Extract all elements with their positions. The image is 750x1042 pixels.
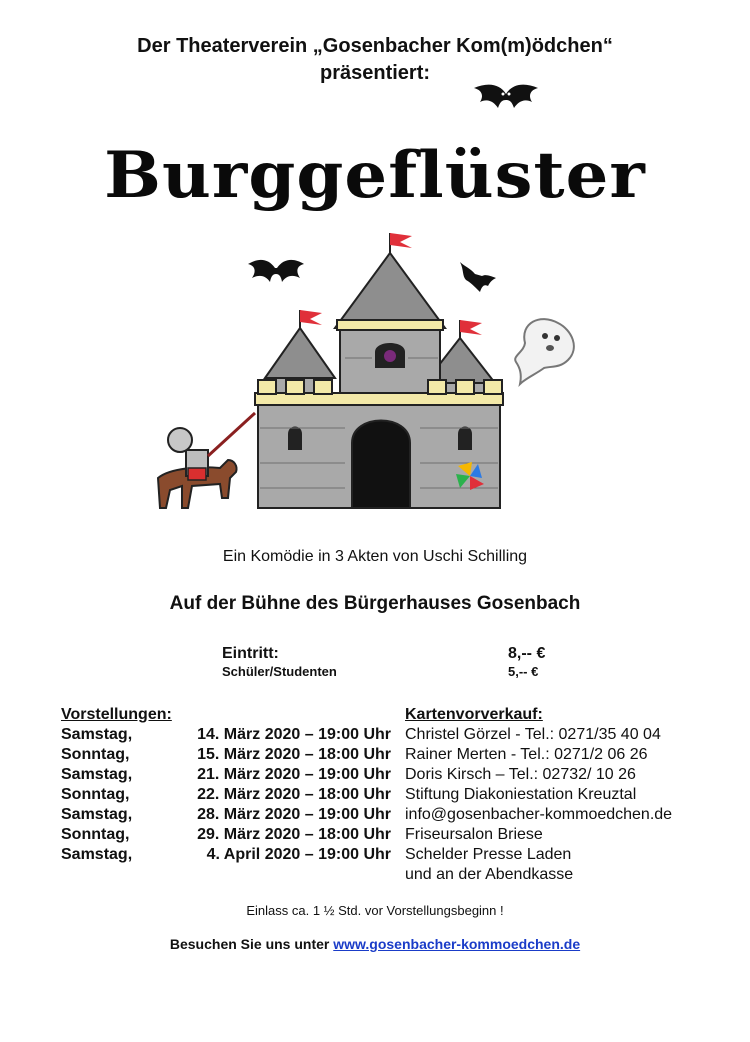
entry-label: Eintritt: — [222, 645, 279, 662]
knight-on-horse — [158, 413, 255, 508]
website-link[interactable]: www.gosenbacher-kommoedchen.de — [333, 936, 581, 952]
performance-date: 21. März 2020 – 19:00 Uhr — [197, 766, 391, 783]
performance-row — [61, 845, 391, 865]
bat-icon — [460, 262, 496, 292]
play-subtitle: Ein Komödie in 3 Akten von Uschi Schilling — [222, 548, 528, 565]
performances-heading: Vorstellungen: — [61, 706, 172, 723]
performance-day: Samstag, — [61, 846, 133, 863]
play-title: Burggeflüster — [104, 138, 646, 213]
performance-date: 28. März 2020 – 19:00 Uhr — [197, 806, 391, 823]
performance-day: Samstag, — [61, 806, 133, 823]
performance-row — [61, 745, 391, 765]
presale-item: Friseursalon Briese — [405, 826, 543, 843]
performance-day: Samstag, — [61, 766, 133, 783]
castle-illustration — [140, 228, 600, 528]
performance-date: 22. März 2020 – 18:00 Uhr — [197, 786, 391, 803]
performance-day: Samstag, — [61, 726, 133, 743]
presale-email: info@gosenbacher-kommoedchen.de — [405, 806, 673, 823]
performance-date: 4. April 2020 – 19:00 Uhr — [206, 846, 391, 863]
visit-prefix: Besuchen Sie uns unter — [169, 936, 334, 952]
bat-icon — [248, 260, 304, 282]
presents-line: präsentiert: — [319, 62, 431, 84]
venue-heading: Auf der Bühne des Bürgerhauses Gosenbach — [169, 593, 581, 614]
presenter-header — [0, 33, 750, 87]
presenter-line: Der Theaterverein „Gosenbacher Kom(m)ödchen“ — [137, 35, 613, 57]
entry-price: 8,-- € — [508, 645, 546, 662]
performance-day: Sonntag, — [61, 746, 130, 763]
performance-row — [61, 785, 391, 805]
presale-item: Stiftung Diakoniestation Kreuztal — [405, 786, 637, 803]
presale-item: Schelder Presse Laden — [405, 846, 572, 863]
performance-day: Sonntag, — [61, 826, 130, 843]
performance-row — [61, 825, 391, 845]
performance-row — [61, 725, 391, 745]
presale-item: Doris Kirsch – Tel.: 02732/ 10 26 — [405, 766, 636, 783]
performance-date: 29. März 2020 – 18:00 Uhr — [197, 826, 391, 843]
performance-row — [61, 805, 391, 825]
admission-note: Einlass ca. 1 ½ Std. vor Vorstellungsbeginn ! — [246, 903, 504, 918]
presale-list — [405, 725, 672, 885]
performance-row — [61, 765, 391, 785]
ghost-figure — [515, 319, 574, 384]
performance-day: Sonntag, — [61, 786, 130, 803]
presale-item: und an der Abendkasse — [405, 866, 574, 883]
performance-date: 14. März 2020 – 19:00 Uhr — [197, 726, 391, 743]
presale-item: Rainer Merten - Tel.: 0271/2 06 26 — [405, 746, 648, 763]
performance-date: 15. März 2020 – 18:00 Uhr — [197, 746, 391, 763]
visit-line — [0, 936, 750, 952]
presale-heading: Kartenvorverkauf: — [405, 706, 543, 723]
presale-item: Christel Görzel - Tel.: 0271/35 40 04 — [405, 726, 661, 743]
student-label: Schüler/Studenten — [222, 664, 337, 679]
student-price: 5,-- € — [508, 664, 539, 679]
performances-list — [61, 725, 391, 865]
bat-icon — [470, 80, 542, 118]
